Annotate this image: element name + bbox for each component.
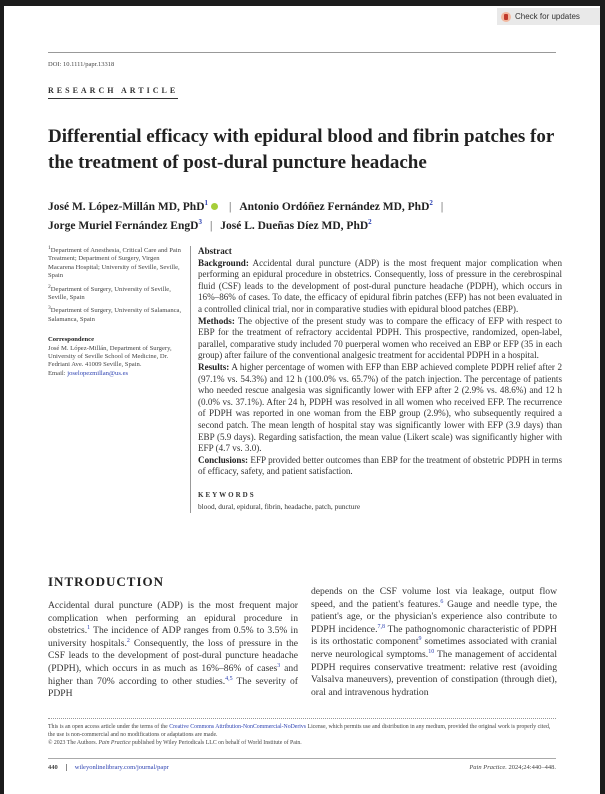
- page-number: 440: [48, 764, 67, 771]
- section-text: The objective of the present study was to compare the efficacy of EFP with respect to EBP for the treatment of refractory accidental PDPH. This prospective, randomized, open-label, parallel, comparative study included 70 puerperal women who received an EBP or EFP (35 in each group) after failure of the conventional analgesic treatment for accidental PDPH in a hospital.: [198, 315, 562, 361]
- affiliation-text: Department of Anesthesia, Critical Care and Pain Treatment; Department of Surgery, Virgen Macarena Hospital; University of Seville, Seville, Spain: [48, 247, 181, 280]
- article-title: Differential efficacy with epidural blood and fibrin patches for the treatment of post-dural puncture headache: [48, 126, 554, 173]
- affiliation: [48, 307, 186, 324]
- citation-ref-link[interactable]: 9: [418, 636, 422, 643]
- paragraph-text: Consequently, the loss of pressure in the CSF leads to the development of post-dural puncture headache (PDPH), which occurs in as much as 16%–86% of cases: [48, 637, 298, 674]
- footer-rule: [48, 758, 556, 759]
- pdf-page: [4, 6, 600, 794]
- license-text: This is an open access article under the terms of the: [48, 724, 170, 730]
- separator: |: [229, 201, 232, 213]
- correspondence-heading: Correspondence: [48, 336, 95, 344]
- author-affiliation-ref[interactable]: 3: [198, 218, 202, 227]
- paragraph-text: The pathognomonic characteristic of PDPH is its orthostatic component: [311, 623, 557, 648]
- correspondence: [48, 336, 186, 378]
- citation-text: 2024;24:440–448.: [506, 764, 556, 771]
- orcid-icon[interactable]: [211, 203, 218, 210]
- author[interactable]: Antonio Ordóñez Fernández MD, PhD: [239, 201, 430, 213]
- citation-ref-link[interactable]: 2: [126, 637, 130, 644]
- section-text: Accidental dural puncture (ADP) is the most frequent major complication when performing an epidural procedure in obstetrics. Consequently, loss of pressure in the cerebrospinal fluid (CSF) leads to the development of post-dural puncture headache (PDPH), which occurs in 16%–86% of cases. To date, the efficacy of epidural fibrin patches (EFP) has not been evaluated in a controlled clinical trial, nor in comparative studies with epidural blood patches (EBP).: [198, 257, 562, 314]
- paragraph-text: The severity of PDPH: [48, 675, 298, 700]
- top-rule: [48, 52, 556, 53]
- email-label: Email:: [48, 369, 68, 377]
- paragraph-text: depends on the CSF volume lost via leakage, output flow speed, and the patient's features.: [311, 586, 557, 610]
- introduction-heading: INTRODUCTION: [48, 574, 165, 589]
- crossmark-icon: [501, 12, 511, 22]
- license-notice: [48, 723, 558, 748]
- journal-name: Pain Practice.: [469, 764, 507, 771]
- section-text: A higher percentage of women with EFP than EBP achieved complete PDPH relief after 2 (97.1% vs. 54.3%) and 12 h (100.0% vs. 65.7%) of the patch injection. The percentage of patients who needed rescue analgesia was significantly lower with EFP after 2 (2.9% vs. 48.6%) and 12 h (0.0% vs. 37.1%). After 24 h, PDPH was resolved in all women who received EFP. The recurrence of PDPH was reported in one woman from the EBP group (2.9%), who subsequently required a second patch. The mean length of hospital stay was significantly lower with EFP (3.9 days) than EBP (5.9 days). Regarding satisfaction, the mean value (Likert scale) was significantly higher with EFP (4.7 vs. 3.0).: [198, 361, 562, 454]
- abstract-heading: Abstract: [198, 246, 232, 256]
- author[interactable]: José L. Dueñas Díez MD, PhD: [220, 220, 369, 232]
- license-text: License, which permits use and distribution in any medium, provided the original work is properly cited, the use is non-commercial and no modifications or adaptations are made.: [48, 724, 551, 739]
- journal-name: Pain Practice: [98, 740, 131, 747]
- doi: DOI: 10.1111/papr.13318: [48, 61, 115, 68]
- section-label: Conclusions:: [198, 454, 249, 465]
- paragraph-text: sometimes associated with cranial nerve neurological symptoms.: [311, 636, 557, 660]
- paragraph-text: and higher than 70% according to other studies.: [48, 662, 298, 687]
- abstract-conclusions: [198, 455, 562, 478]
- paragraph-text: Gauge and needle type, the patient's age, or the physician's experience also contribute to PDPH incidence.: [311, 598, 557, 635]
- email-link[interactable]: joselopezmillan@us.es: [67, 369, 129, 377]
- keywords-heading: KEYWORDS: [198, 490, 256, 499]
- journal-citation: [469, 764, 556, 771]
- section-label: Background:: [198, 257, 249, 268]
- abstract-methods: [198, 316, 562, 362]
- separator: |: [440, 201, 444, 213]
- section-label: Results:: [198, 361, 230, 372]
- affiliation-number: 2: [48, 283, 51, 290]
- affiliations: [48, 244, 186, 383]
- page-footer: [48, 764, 556, 771]
- section-label: Methods:: [198, 315, 235, 326]
- affiliation-number: 3: [48, 305, 51, 312]
- citation-ref-link[interactable]: 3: [277, 662, 281, 669]
- abstract-results: [198, 362, 562, 455]
- introduction-column-1: [48, 600, 298, 701]
- affiliation-number: 1: [48, 244, 51, 251]
- copyright-text: © 2023 The Authors.: [48, 740, 99, 747]
- citation-ref-link[interactable]: 7,8: [377, 623, 385, 630]
- citation-ref-link[interactable]: 1: [87, 625, 91, 631]
- citation-ref-link[interactable]: 10: [428, 648, 435, 655]
- paragraph-text: Accidental dural puncture (ADP) is the most frequent major complication when performing an epidural procedure in obstetrics.: [48, 600, 298, 637]
- affiliation-text: Department of Surgery, University of Seville, Seville, Spain: [48, 285, 171, 302]
- footer-divider: [48, 718, 556, 719]
- abstract: [190, 246, 562, 513]
- affiliation: [48, 244, 186, 281]
- author[interactable]: Jorge Muriel Fernández EngD: [48, 220, 199, 232]
- section-text: EFP provided better outcomes than EBP for the treatment of obstetric PDPH in terms of efficacy, safety, and patient satisfaction.: [198, 454, 562, 477]
- license-link[interactable]: Creative Commons Attribution-NonCommercial-NoDerivs: [169, 724, 307, 730]
- copyright-text: published by Wiley Periodicals LLC on behalf of World Institute of Pain.: [130, 740, 302, 747]
- affiliation-text: Department of Surgery, University of Salamanca, Salamanca, Spain: [48, 307, 182, 323]
- journal-url-link[interactable]: wileyonlinelibrary.com/journal/papr: [74, 764, 169, 771]
- introduction-column-2: [311, 586, 557, 699]
- author-affiliation-ref[interactable]: 2: [429, 199, 433, 208]
- check-for-updates-button[interactable]: [497, 8, 600, 25]
- citation-ref-link[interactable]: 4,5: [225, 675, 233, 682]
- separator: |: [209, 220, 213, 232]
- keywords: blood, dural, epidural, fibrin, headache, patch, puncture: [198, 502, 361, 512]
- author-affiliation-ref[interactable]: 1: [204, 199, 209, 208]
- author-list: [48, 198, 578, 236]
- abstract-background: [198, 258, 562, 316]
- check-updates-label: Check for updates: [515, 12, 580, 21]
- citation-ref-link[interactable]: 6: [440, 598, 444, 605]
- author-affiliation-ref[interactable]: 2: [368, 218, 372, 227]
- correspondence-text: José M. López-Millán, Department of Surgery, University of Seville School of Medicine, Dr. Fedriani Ave. 41009 Seville, Spain.: [48, 344, 172, 369]
- paragraph-text: The management of accidental PDPH requires conservative treatment: relative rest (avoiding Valsalva maneuvers), prevention of constipation (through diet), oral and intravenous hydration: [311, 648, 557, 698]
- author[interactable]: José M. López-Millán MD, PhD: [48, 201, 205, 213]
- paragraph-text: The incidence of ADP ranges from 0.5% to 3.5% in university hospitals.: [48, 625, 298, 649]
- affiliation: [48, 283, 186, 303]
- article-type: RESEARCH ARTICLE: [48, 86, 178, 99]
